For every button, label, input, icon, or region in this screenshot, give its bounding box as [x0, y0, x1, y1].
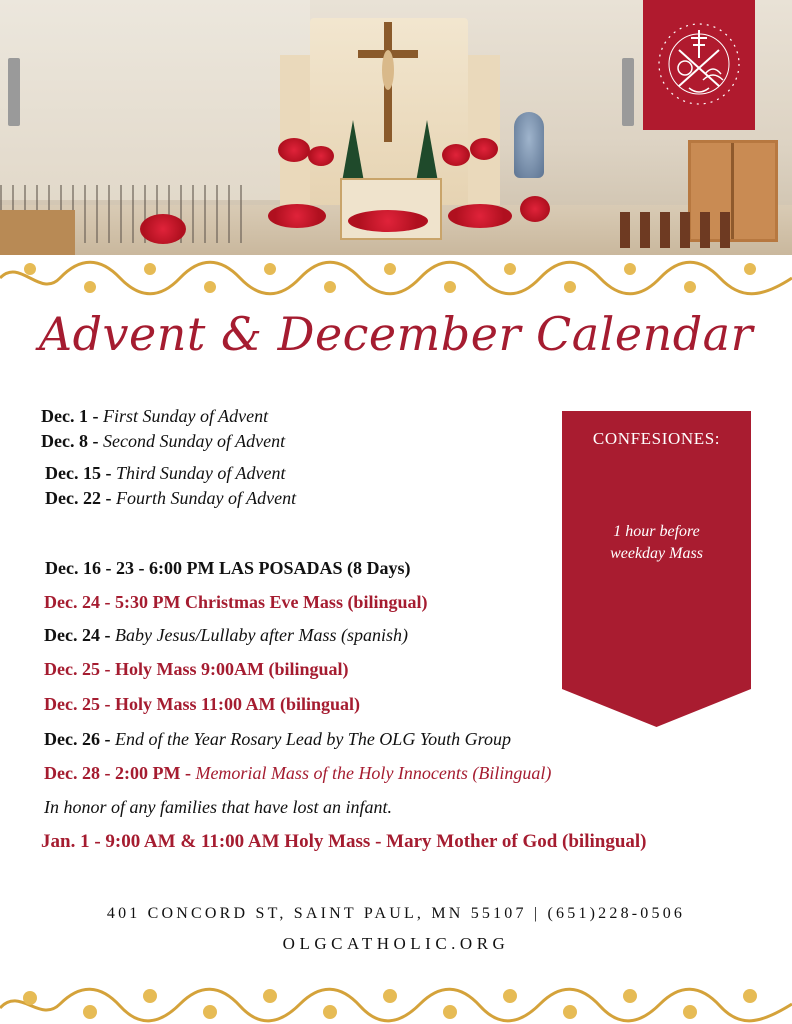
- website: OLGCATHOLIC.ORG: [282, 934, 510, 953]
- event-new-year: Jan. 1 - 9:00 AM & 11:00 AM Holy Mass - Mary Mother of God (bilingual): [41, 831, 647, 852]
- event-christmas-eve: Dec. 24 - 5:30 PM Christmas Eve Mass (bilingual): [44, 592, 428, 612]
- event-holy-innocents: Dec. 28 - 2:00 PM - Memorial Mass of the Holy Innocents (Bilingual): [44, 763, 552, 783]
- confessions-title: CONFESIONES:: [592, 429, 721, 448]
- confessions-text: 1 hour before weekday Mass: [610, 523, 703, 562]
- page-title: Advent & December Calendar: [38, 307, 754, 361]
- parish-logo: [643, 0, 755, 130]
- event-innocents-note: In honor of any families that have lost an infant.: [44, 797, 392, 817]
- crucifix-icon: [354, 22, 422, 142]
- advent-line-2: Dec. 8 - Second Sunday of Advent: [41, 431, 286, 451]
- event-mass-11am: Dec. 25 - Holy Mass 11:00 AM (bilingual): [44, 694, 360, 714]
- gold-scroll-border-top: [0, 255, 792, 301]
- event-lullaby: Dec. 24 - Baby Jesus/Lullaby after Mass (spanish): [44, 625, 408, 645]
- event-mass-9am: Dec. 25 - Holy Mass 9:00AM (bilingual): [44, 659, 349, 679]
- advent-line-4: Dec. 22 - Fourth Sunday of Advent: [45, 488, 297, 508]
- advent-line-1: Dec. 1 - First Sunday of Advent: [41, 406, 269, 426]
- event-posadas: Dec. 16 - 23 - 6:00 PM LAS POSADAS (8 Days): [45, 558, 411, 578]
- address-phone: 401 CONCORD ST, SAINT PAUL, MN 55107 | (651)228-0506: [106, 905, 686, 922]
- mary-statue: [514, 112, 544, 178]
- parish-crest-icon: [643, 0, 755, 130]
- advent-line-3: Dec. 15 - Third Sunday of Advent: [45, 463, 286, 483]
- gold-scroll-border-bottom: [0, 978, 792, 1024]
- event-rosary: Dec. 26 - End of the Year Rosary Lead by The OLG Youth Group: [44, 729, 512, 749]
